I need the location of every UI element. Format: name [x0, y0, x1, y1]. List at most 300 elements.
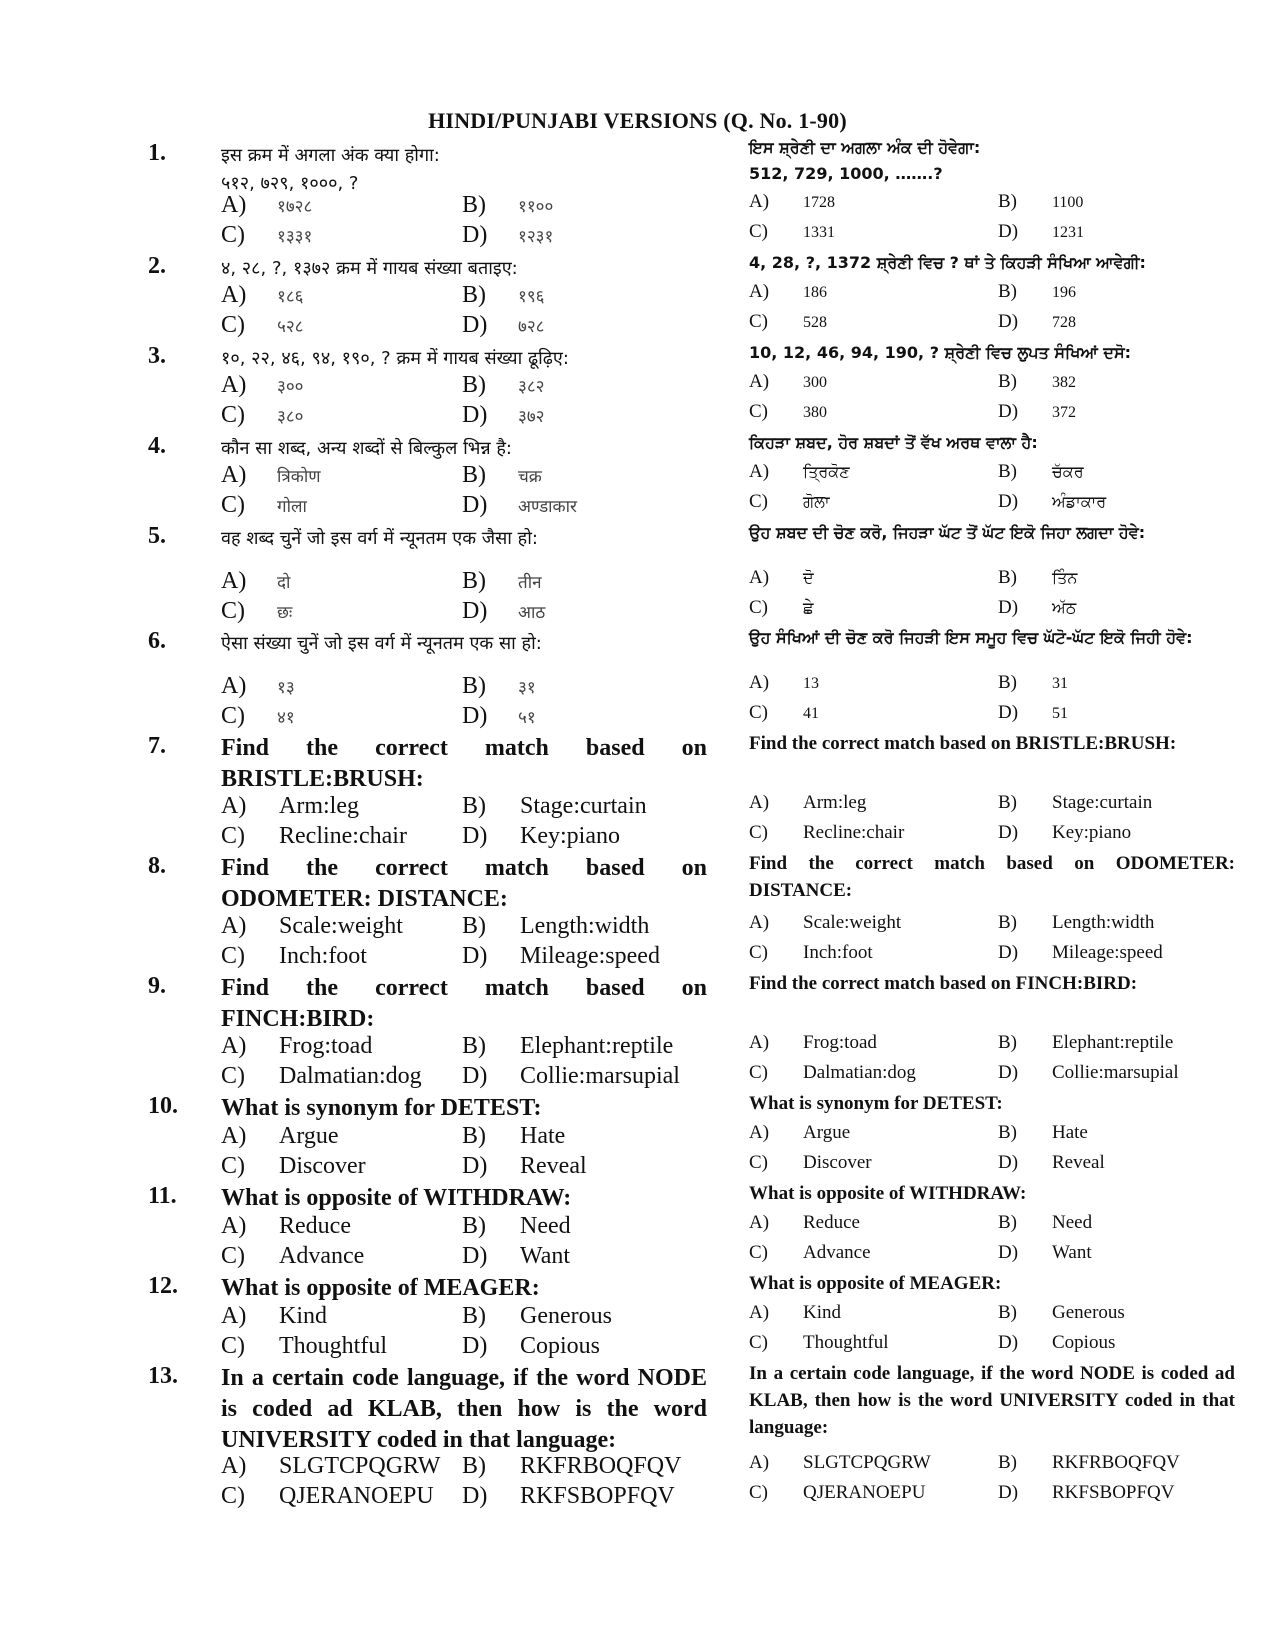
answer-option-right[interactable]: [749, 278, 827, 306]
option-value: Elephant:reptile: [520, 1033, 674, 1059]
answer-option-right[interactable]: [998, 789, 1152, 817]
option-letter: B): [998, 371, 1017, 392]
option-value: Collie:marsupial: [520, 1063, 680, 1089]
option-letter: B): [462, 1453, 486, 1479]
answer-option-left[interactable]: [221, 1061, 422, 1091]
option-letter: D): [462, 943, 488, 969]
answer-option-right[interactable]: [749, 1149, 872, 1177]
option-value: ३८०: [277, 407, 304, 427]
question-number: 10.: [148, 1093, 178, 1119]
answer-option-left[interactable]: [462, 596, 545, 626]
question-text-left: What is opposite of WITHDRAW:: [221, 1185, 572, 1211]
option-value: Stage:curtain: [1052, 792, 1153, 813]
answer-option-left[interactable]: [462, 220, 553, 250]
option-value: दो: [277, 573, 291, 593]
option-value: RKFSBOPFQV: [1052, 1482, 1175, 1503]
answer-option-left[interactable]: [221, 1031, 372, 1061]
question-number: 8.: [148, 853, 166, 879]
answer-option-left[interactable]: [221, 490, 307, 520]
answer-option-right[interactable]: [998, 669, 1068, 697]
option-letter: B): [462, 1303, 486, 1329]
option-letter: C): [749, 942, 768, 963]
answer-option-left[interactable]: [462, 190, 553, 220]
option-value: Key:piano: [520, 823, 620, 849]
option-value: 41: [803, 705, 819, 722]
answer-option-right[interactable]: [998, 488, 1106, 516]
option-value: ११००: [518, 197, 554, 217]
answer-option-right[interactable]: [998, 1299, 1125, 1327]
question-text-right: ਇਸ ਸ਼੍ਰੇਣੀ ਦਾ ਅਗਲਾ ਅੰਕ ਦੀ ਹੋਵੇਗਾ: 512, 729, 1000, …….?: [749, 138, 981, 183]
question-text-right: ਉਹ ਸੰਖਿਆਂ ਦੀ ਚੋਣ ਕਰੋ ਜਿਹੜੀ ਇਸ ਸਮੂਹ ਵਿਚ ਘੱਟੋ-ਘੱਟ ਇਕੋ ਜਿਹੀ ਹੋਵੇ:: [749, 628, 1193, 647]
answer-option-right[interactable]: [749, 398, 827, 426]
answer-option-right[interactable]: [998, 1329, 1115, 1357]
option-letter: A): [221, 1453, 247, 1479]
option-value: ਤ੍ਰਿਕੋਣ: [803, 462, 850, 481]
option-letter: C): [749, 401, 768, 422]
answer-option-right[interactable]: [998, 1149, 1105, 1177]
option-value: 186: [803, 284, 827, 301]
question-text-left: इस क्रम में अगला अंक क्या होगा: ५१२, ७२९, १०००, ?: [221, 145, 440, 194]
answer-option-left[interactable]: [462, 1331, 600, 1361]
option-letter: A): [749, 792, 770, 813]
option-value: 372: [1052, 404, 1076, 421]
option-letter: B): [462, 192, 486, 218]
question-text-left: ४, २८, ?, १३७२ क्रम में गायब संख्या बताइए:: [221, 258, 518, 279]
option-value: Hate: [520, 1123, 566, 1149]
option-value: Length:width: [1052, 912, 1155, 933]
option-value: Generous: [520, 1303, 612, 1329]
answer-option-left[interactable]: [462, 791, 647, 821]
option-value: Length:width: [520, 913, 650, 939]
question-text-left: What is opposite of MEAGER:: [221, 1275, 540, 1301]
question-text-left: ऐसा संख्या चुनें जो इस वर्ग में न्यूनतम एक सा हो:: [221, 633, 542, 654]
option-value: तीन: [518, 573, 542, 593]
answer-option-left[interactable]: [462, 701, 536, 731]
option-letter: A): [221, 793, 247, 819]
option-letter: B): [998, 1032, 1017, 1053]
option-letter: D): [998, 311, 1019, 332]
option-letter: D): [462, 1063, 488, 1089]
option-letter: C): [749, 311, 768, 332]
option-value: ५१: [518, 708, 536, 728]
question-text-right: ਉਹ ਸ਼ਬਦ ਦੀ ਚੋਣ ਕਰੋ, ਜਿਹੜਾ ਘੱਟ ਤੋਂ ਘੱਟ ਇਕੋ ਜਿਹਾ ਲਗਦਾ ਹੋਵੇ:: [749, 523, 1146, 542]
option-letter: D): [998, 401, 1019, 422]
option-value: Thoughtful: [279, 1333, 387, 1359]
option-value: QJERANOEPU: [803, 1482, 926, 1503]
answer-option-left[interactable]: [221, 190, 312, 220]
option-value: Arm:leg: [803, 792, 867, 813]
answer-option-right[interactable]: [749, 188, 835, 216]
option-letter: C): [221, 222, 245, 248]
option-letter: A): [749, 461, 770, 482]
question-text-right: Find the correct match based on ODOMETER: DISTANCE:: [749, 853, 1235, 901]
question-text-right: Find the correct match based on FINCH:BIRD:: [749, 973, 1138, 994]
answer-option-right[interactable]: [998, 1209, 1092, 1237]
option-letter: B): [462, 282, 486, 308]
option-letter: B): [998, 1122, 1017, 1143]
option-value: १३: [277, 678, 295, 698]
answer-option-right[interactable]: [998, 909, 1154, 937]
option-value: Kind: [279, 1303, 327, 1329]
option-letter: C): [749, 702, 768, 723]
answer-option-left[interactable]: [462, 566, 542, 596]
question-text-right: Find the correct match based on BRISTLE:BRUSH:: [749, 733, 1177, 754]
option-value: Elephant:reptile: [1052, 1032, 1174, 1053]
option-value: ਗੋਲਾ: [803, 492, 830, 511]
option-value: Copious: [1052, 1332, 1116, 1353]
option-value: १२३१: [518, 227, 554, 247]
option-value: Arm:leg: [279, 793, 359, 819]
option-letter: D): [998, 1152, 1019, 1173]
answer-option-left[interactable]: [462, 490, 577, 520]
option-value: 1231: [1052, 224, 1084, 241]
option-letter: C): [749, 1062, 768, 1083]
answer-option-left[interactable]: [462, 1301, 612, 1331]
answer-option-left[interactable]: [221, 220, 312, 250]
option-letter: A): [749, 672, 770, 693]
answer-option-left[interactable]: [462, 1241, 570, 1271]
answer-option-right[interactable]: [998, 188, 1083, 216]
answer-option-right[interactable]: [749, 1299, 841, 1327]
option-letter: D): [998, 822, 1019, 843]
option-letter: A): [749, 912, 770, 933]
option-letter: D): [462, 312, 488, 338]
option-value: Generous: [1052, 1302, 1125, 1323]
answer-option-right[interactable]: [749, 368, 827, 396]
answer-option-left[interactable]: [462, 821, 620, 851]
option-letter: B): [462, 1123, 486, 1149]
option-letter: A): [221, 913, 247, 939]
option-value: गोला: [277, 497, 307, 517]
option-value: SLGTCPQGRW: [279, 1453, 441, 1479]
answer-option-right[interactable]: [998, 368, 1076, 396]
answer-option-left[interactable]: [221, 1151, 366, 1181]
answer-option-left[interactable]: [462, 400, 545, 430]
question-text-right: What is synonym for DETEST:: [749, 1093, 1003, 1114]
answer-option-left[interactable]: [462, 1061, 680, 1091]
option-letter: A): [221, 1303, 247, 1329]
answer-option-left[interactable]: [221, 1331, 387, 1361]
answer-option-left[interactable]: [221, 1451, 440, 1481]
option-letter: B): [462, 913, 486, 939]
option-letter: C): [221, 1153, 245, 1179]
option-letter: B): [462, 1213, 486, 1239]
answer-option-left[interactable]: [221, 596, 292, 626]
option-value: ७२८: [518, 317, 545, 337]
option-letter: C): [221, 402, 245, 428]
option-letter: D): [462, 703, 488, 729]
answer-option-left[interactable]: [221, 821, 407, 851]
option-value: Reveal: [1052, 1152, 1105, 1173]
answer-option-left[interactable]: [462, 1121, 565, 1151]
option-letter: A): [749, 1212, 770, 1233]
option-value: Scale:weight: [279, 913, 403, 939]
answer-option-right[interactable]: [749, 488, 830, 516]
option-value: १९६: [518, 287, 545, 307]
answer-option-left[interactable]: [221, 566, 290, 596]
option-letter: A): [221, 1123, 247, 1149]
option-letter: A): [221, 372, 247, 398]
answer-option-left[interactable]: [221, 1211, 351, 1241]
answer-option-right[interactable]: [749, 308, 827, 336]
answer-option-right[interactable]: [998, 939, 1163, 967]
answer-option-left[interactable]: [221, 1301, 327, 1331]
option-value: ३००: [277, 377, 304, 397]
option-letter: B): [462, 462, 486, 488]
answer-option-left[interactable]: [221, 671, 295, 701]
answer-option-right[interactable]: [998, 819, 1131, 847]
option-value: Reduce: [803, 1212, 860, 1233]
answer-option-right[interactable]: [749, 909, 901, 937]
question-text-left: In a certain code language, if the word NODE is coded ad KLAB, then how is the word UNIVERSITY coded in that language:: [221, 1365, 707, 1453]
answer-option-left[interactable]: [221, 791, 359, 821]
answer-option-right[interactable]: [749, 669, 819, 697]
option-value: Inch:foot: [279, 943, 367, 969]
answer-option-left[interactable]: [462, 460, 542, 490]
answer-option-right[interactable]: [998, 594, 1076, 622]
answer-option-right[interactable]: [998, 699, 1068, 727]
answer-option-left[interactable]: [221, 1241, 364, 1271]
option-letter: A): [221, 192, 247, 218]
option-value: Frog:toad: [803, 1032, 877, 1053]
answer-option-right[interactable]: [749, 939, 873, 967]
option-value: १७२८: [277, 197, 313, 217]
answer-option-right[interactable]: [749, 699, 819, 727]
option-letter: B): [462, 372, 486, 398]
question-number: 6.: [148, 628, 166, 654]
option-letter: C): [221, 1243, 245, 1269]
option-letter: C): [221, 1333, 245, 1359]
option-letter: A): [221, 673, 247, 699]
option-value: Mileage:speed: [1052, 942, 1163, 963]
option-value: RKFRBOQFQV: [1052, 1452, 1180, 1473]
question-number: 7.: [148, 733, 166, 759]
option-letter: D): [462, 1243, 488, 1269]
answer-option-right[interactable]: [998, 1449, 1180, 1477]
answer-option-left[interactable]: [221, 310, 304, 340]
option-letter: A): [221, 462, 247, 488]
option-letter: A): [749, 371, 770, 392]
option-value: चक्र: [518, 467, 542, 487]
option-value: RKFRBOQFQV: [520, 1453, 682, 1479]
answer-option-left[interactable]: [221, 1121, 339, 1151]
option-letter: B): [998, 672, 1017, 693]
answer-option-right[interactable]: [998, 1479, 1175, 1507]
answer-option-left[interactable]: [221, 941, 367, 971]
option-value: 1100: [1052, 194, 1084, 211]
answer-option-right[interactable]: [998, 278, 1076, 306]
question-text-left: Find the correct match based on BRISTLE:BRUSH:: [221, 735, 707, 792]
option-value: Stage:curtain: [520, 793, 647, 819]
option-letter: B): [998, 1302, 1017, 1323]
option-value: Thoughtful: [803, 1332, 889, 1353]
option-letter: C): [221, 598, 245, 624]
option-letter: C): [221, 492, 245, 518]
option-value: 728: [1052, 314, 1076, 331]
page-title: HINDI/PUNJABI VERSIONS (Q. No. 1-90): [428, 108, 847, 133]
answer-option-right[interactable]: [749, 1239, 871, 1267]
answer-option-left[interactable]: [221, 370, 304, 400]
option-letter: B): [998, 281, 1017, 302]
option-value: Advance: [279, 1243, 365, 1269]
answer-option-left[interactable]: [462, 1151, 587, 1181]
option-value: 380: [803, 404, 827, 421]
answer-option-right[interactable]: [998, 1029, 1173, 1057]
option-value: Want: [1052, 1242, 1092, 1263]
option-letter: C): [221, 703, 245, 729]
answer-option-right[interactable]: [998, 564, 1077, 592]
option-value: ५२८: [277, 317, 304, 337]
option-value: ३८२: [518, 377, 545, 397]
answer-option-right[interactable]: [998, 1239, 1092, 1267]
option-value: Hate: [1052, 1122, 1088, 1143]
question-text-left: Find the correct match based on ODOMETER: DISTANCE:: [221, 855, 707, 912]
question-number: 3.: [148, 343, 166, 369]
option-value: Dalmatian:dog: [279, 1063, 422, 1089]
option-value: Reveal: [520, 1153, 587, 1179]
answer-option-right[interactable]: [749, 1449, 931, 1477]
option-letter: B): [998, 792, 1017, 813]
question-number: 11.: [148, 1183, 177, 1209]
option-value: ਦੋ: [803, 568, 814, 587]
option-letter: D): [998, 491, 1019, 512]
option-letter: A): [749, 191, 770, 212]
option-letter: D): [998, 702, 1019, 723]
answer-option-left[interactable]: [462, 941, 660, 971]
answer-option-right[interactable]: [749, 564, 814, 592]
option-letter: D): [462, 1153, 488, 1179]
option-value: ਅੱਠ: [1052, 598, 1077, 617]
answer-option-left[interactable]: [462, 671, 536, 701]
answer-option-left[interactable]: [221, 911, 403, 941]
question-text-right: What is opposite of MEAGER:: [749, 1273, 1002, 1294]
answer-option-right[interactable]: [998, 458, 1084, 486]
option-letter: B): [998, 1212, 1017, 1233]
answer-option-left[interactable]: [462, 1481, 675, 1511]
option-letter: D): [462, 598, 488, 624]
answer-option-left[interactable]: [462, 911, 649, 941]
question-text-right: 10, 12, 46, 94, 190, ? ਸ਼੍ਰੇਣੀ ਵਿਚ ਲੁਪਤ ਸੰਖਿਆਂ ਦਸੋ:: [749, 343, 1132, 362]
option-value: ਅੰਡਾਕਾਰ: [1052, 492, 1107, 511]
option-value: ਛੇ: [803, 598, 814, 617]
question-number: 4.: [148, 433, 166, 459]
option-value: Copious: [520, 1333, 601, 1359]
option-letter: D): [462, 402, 488, 428]
answer-option-right[interactable]: [998, 308, 1076, 336]
answer-option-left[interactable]: [221, 1481, 434, 1511]
option-letter: A): [749, 1032, 770, 1053]
option-value: Inch:foot: [803, 942, 873, 963]
answer-option-left[interactable]: [462, 1451, 681, 1481]
answer-option-right[interactable]: [998, 398, 1076, 426]
answer-option-right[interactable]: [998, 218, 1084, 246]
option-value: छः: [277, 603, 293, 623]
option-value: Need: [1052, 1212, 1093, 1233]
option-value: Discover: [803, 1152, 872, 1173]
option-letter: C): [749, 1332, 768, 1353]
option-letter: C): [221, 943, 245, 969]
answer-option-left[interactable]: [221, 701, 295, 731]
option-value: 31: [1052, 675, 1068, 692]
option-letter: C): [749, 597, 768, 618]
option-letter: A): [749, 1122, 770, 1143]
option-value: 528: [803, 314, 827, 331]
answer-option-right[interactable]: [998, 1059, 1179, 1087]
option-value: ३१: [518, 678, 536, 698]
option-letter: C): [221, 312, 245, 338]
option-letter: A): [221, 282, 247, 308]
answer-option-right[interactable]: [749, 1029, 877, 1057]
option-letter: C): [749, 221, 768, 242]
option-letter: A): [749, 567, 770, 588]
question-number: 5.: [148, 523, 166, 549]
option-value: Advance: [803, 1242, 871, 1263]
option-value: आठ: [518, 603, 546, 623]
option-letter: D): [998, 597, 1019, 618]
question-number: 9.: [148, 973, 166, 999]
option-letter: C): [749, 1242, 768, 1263]
question-text-left: What is synonym for DETEST:: [221, 1095, 542, 1121]
option-value: Reduce: [279, 1213, 351, 1239]
answer-option-left[interactable]: [462, 370, 545, 400]
option-value: ਤਿੰਨ: [1052, 568, 1078, 587]
option-value: Mileage:speed: [520, 943, 660, 969]
option-value: 196: [1052, 284, 1076, 301]
answer-option-left[interactable]: [221, 400, 304, 430]
option-letter: D): [998, 1482, 1019, 1503]
answer-option-right[interactable]: [749, 1119, 850, 1147]
answer-option-right[interactable]: [749, 218, 835, 246]
option-value: Argue: [279, 1123, 339, 1149]
option-letter: D): [462, 1483, 488, 1509]
option-letter: B): [998, 567, 1017, 588]
answer-option-left[interactable]: [462, 1031, 673, 1061]
answer-option-right[interactable]: [749, 819, 904, 847]
option-letter: D): [462, 222, 488, 248]
answer-option-left[interactable]: [221, 280, 304, 310]
option-value: Argue: [803, 1122, 851, 1143]
answer-option-left[interactable]: [221, 460, 321, 490]
answer-option-right[interactable]: [749, 594, 814, 622]
answer-option-right[interactable]: [749, 458, 850, 486]
option-value: Dalmatian:dog: [803, 1062, 916, 1083]
answer-option-left[interactable]: [462, 280, 545, 310]
option-letter: B): [998, 912, 1017, 933]
question-text-left: Find the correct match based on FINCH:BIRD:: [221, 975, 707, 1032]
option-letter: B): [998, 461, 1017, 482]
option-letter: D): [998, 1332, 1019, 1353]
question-text-right: What is opposite of WITHDRAW:: [749, 1183, 1027, 1204]
option-letter: B): [462, 673, 486, 699]
option-value: १८६: [277, 287, 304, 307]
option-letter: D): [998, 221, 1019, 242]
answer-option-right[interactable]: [998, 1119, 1088, 1147]
option-value: 13: [803, 675, 819, 692]
option-value: Recline:chair: [279, 823, 407, 849]
answer-option-right[interactable]: [749, 1329, 889, 1357]
option-value: 382: [1052, 374, 1076, 391]
answer-option-right[interactable]: [749, 1209, 860, 1237]
option-value: Key:piano: [1052, 822, 1132, 843]
answer-option-right[interactable]: [749, 789, 866, 817]
option-letter: C): [749, 822, 768, 843]
answer-option-left[interactable]: [462, 1211, 571, 1241]
answer-option-right[interactable]: [749, 1479, 925, 1507]
option-value: १३३१: [277, 227, 313, 247]
option-letter: D): [998, 1242, 1019, 1263]
answer-option-left[interactable]: [462, 310, 545, 340]
answer-option-right[interactable]: [749, 1059, 916, 1087]
